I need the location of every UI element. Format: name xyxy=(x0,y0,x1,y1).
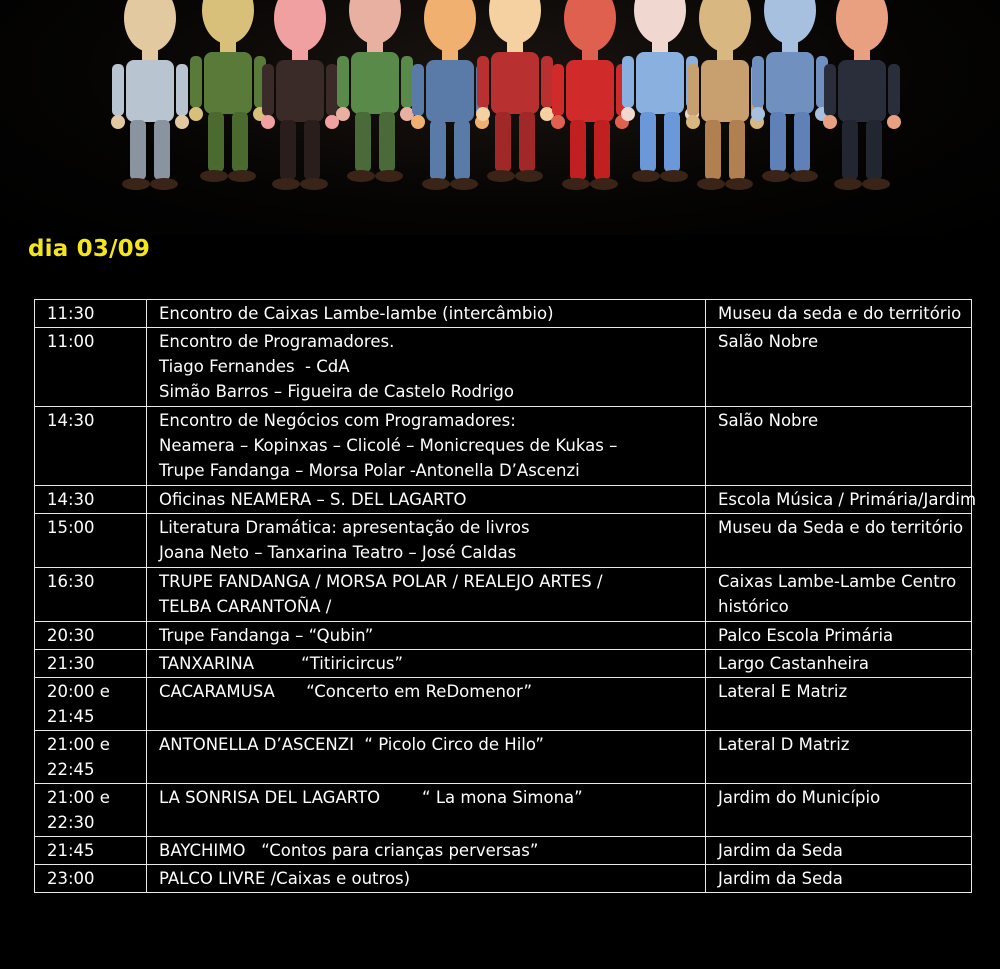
event-cell xyxy=(147,514,706,568)
event-cell-line: Neamera – Kopinxas – Clicolé – Monicreques de Kukas – xyxy=(159,436,618,455)
schedule-body xyxy=(35,300,977,893)
time-cell-line: 11:30 xyxy=(47,304,95,323)
time-cell-line: 14:30 xyxy=(47,490,95,509)
table-row xyxy=(35,865,972,893)
table-row xyxy=(35,731,972,784)
time-cell xyxy=(35,837,147,865)
venue-cell xyxy=(706,300,972,328)
table-row xyxy=(35,678,972,731)
venue-cell xyxy=(706,486,977,514)
time-cell xyxy=(35,865,147,893)
time-cell-line: 16:30 xyxy=(47,572,95,591)
table-row xyxy=(35,407,972,486)
venue-cell-line: Museu da Seda e do território xyxy=(718,518,964,537)
event-cell-line: TRUPE FANDANGA / MORSA POLAR / REALEJO ARTES / xyxy=(159,572,603,591)
time-cell xyxy=(35,622,147,650)
venue-cell xyxy=(706,784,972,837)
venue-cell xyxy=(706,514,972,568)
event-cell xyxy=(147,731,706,784)
table-row xyxy=(35,837,972,865)
venue-cell xyxy=(706,837,972,865)
event-cell-line: Joana Neto – Tanxarina Teatro – José Caldas xyxy=(159,543,517,562)
time-cell-line: 20:30 xyxy=(47,626,95,645)
table-row xyxy=(35,486,972,514)
table-row xyxy=(35,514,972,568)
venue-cell xyxy=(706,865,972,893)
time-cell xyxy=(35,784,147,837)
venue-cell xyxy=(706,568,972,622)
venue-cell-line: Lateral D Matriz xyxy=(718,735,850,754)
event-cell xyxy=(147,300,706,328)
hero-banner xyxy=(0,0,1000,235)
venue-cell-line: Palco Escola Primária xyxy=(718,626,894,645)
puppet-figure xyxy=(751,0,829,182)
puppets-row-banner-icon xyxy=(0,0,1000,235)
event-cell-line: ANTONELLA D’ASCENZI “ Picolo Circo de Hilo” xyxy=(159,735,544,754)
time-cell-line: 15:00 xyxy=(47,518,95,537)
time-cell xyxy=(35,486,147,514)
event-cell xyxy=(147,650,706,678)
time-cell xyxy=(35,300,147,328)
venue-cell xyxy=(706,678,972,731)
event-cell-line: Literatura Dramática: apresentação de livros xyxy=(159,518,530,537)
time-cell-line: 22:30 xyxy=(47,813,95,832)
venue-cell xyxy=(706,328,972,407)
time-cell xyxy=(35,650,147,678)
venue-cell-line: Escola Música / Primária/Jardim xyxy=(718,490,977,509)
event-cell xyxy=(147,328,706,407)
puppet-figure xyxy=(551,0,629,190)
venue-cell-line: Lateral E Matriz xyxy=(718,682,848,701)
venue-cell-line: Salão Nobre xyxy=(718,332,819,351)
puppet-figure xyxy=(261,0,339,190)
event-cell xyxy=(147,865,706,893)
venue-cell-line: Jardim do Município xyxy=(718,788,881,807)
venue-cell xyxy=(706,731,972,784)
time-cell-line: 20:00 e xyxy=(47,682,110,701)
time-cell-line: 21:45 xyxy=(47,841,95,860)
venue-cell-line: Jardim da Seda xyxy=(718,841,843,860)
event-cell-line: BAYCHIMO “Contos para crianças perversas” xyxy=(159,841,539,860)
schedule-table xyxy=(34,299,977,893)
time-cell-line: 23:00 xyxy=(47,869,95,888)
event-cell-line: Oficinas NEAMERA – S. DEL LAGARTO xyxy=(159,490,467,509)
venue-cell-line: histórico xyxy=(718,597,789,616)
table-row xyxy=(35,650,972,678)
puppet-figure xyxy=(476,0,554,182)
time-cell xyxy=(35,407,147,486)
time-cell xyxy=(35,731,147,784)
event-cell xyxy=(147,678,706,731)
event-cell xyxy=(147,486,706,514)
table-row xyxy=(35,568,972,622)
venue-cell-line: Museu da seda e do território xyxy=(718,304,962,323)
event-cell-line: TANXARINA “Titiricircus” xyxy=(159,654,404,673)
time-cell xyxy=(35,678,147,731)
puppet-figure xyxy=(336,0,414,182)
puppet-figure xyxy=(111,0,189,190)
venue-cell-line: Salão Nobre xyxy=(718,411,819,430)
venue-cell-line: Largo Castanheira xyxy=(718,654,869,673)
puppet-figure xyxy=(189,0,267,182)
event-cell xyxy=(147,784,706,837)
time-cell-line: 11:00 xyxy=(47,332,95,351)
table-row xyxy=(35,328,972,407)
time-cell xyxy=(35,328,147,407)
time-cell-line: 21:00 e xyxy=(47,735,110,754)
time-cell-line: 21:45 xyxy=(47,707,95,726)
event-cell-line: PALCO LIVRE /Caixas e outros) xyxy=(159,869,411,888)
venue-cell xyxy=(706,650,972,678)
event-cell-line: Trupe Fandanga – Morsa Polar -Antonella D’Ascenzi xyxy=(159,461,580,480)
event-cell xyxy=(147,837,706,865)
puppet-figure xyxy=(823,0,901,190)
day-title: dia 03/09 xyxy=(28,236,151,262)
event-cell-line: CACARAMUSA “Concerto em ReDomenor” xyxy=(159,682,533,701)
table-row xyxy=(35,622,972,650)
time-cell-line: 21:00 e xyxy=(47,788,110,807)
event-cell-line: Encontro de Negócios com Programadores: xyxy=(159,411,516,430)
time-cell-line: 14:30 xyxy=(47,411,95,430)
event-cell-line: Encontro de Programadores. xyxy=(159,332,395,351)
venue-cell-line: Jardim da Seda xyxy=(718,869,843,888)
time-cell-line: 22:45 xyxy=(47,760,95,779)
event-cell-line: Encontro de Caixas Lambe-lambe (intercâmbio) xyxy=(159,304,554,323)
table-row xyxy=(35,784,972,837)
venue-cell xyxy=(706,622,972,650)
event-cell-line: Tiago Fernandes - CdA xyxy=(159,357,350,376)
venue-cell-line: Caixas Lambe-Lambe Centro xyxy=(718,572,957,591)
event-cell-line: Trupe Fandanga – “Qubin” xyxy=(159,626,374,645)
event-cell xyxy=(147,407,706,486)
event-cell xyxy=(147,568,706,622)
venue-cell xyxy=(706,407,972,486)
event-cell-line: Simão Barros – Figueira de Castelo Rodrigo xyxy=(159,382,514,401)
event-cell-line: LA SONRISA DEL LAGARTO “ La mona Simona” xyxy=(159,788,583,807)
event-cell xyxy=(147,622,706,650)
event-cell-line: TELBA CARANTOÑA / xyxy=(159,597,332,616)
time-cell-line: 21:30 xyxy=(47,654,95,673)
table-row xyxy=(35,300,972,328)
time-cell xyxy=(35,568,147,622)
time-cell xyxy=(35,514,147,568)
